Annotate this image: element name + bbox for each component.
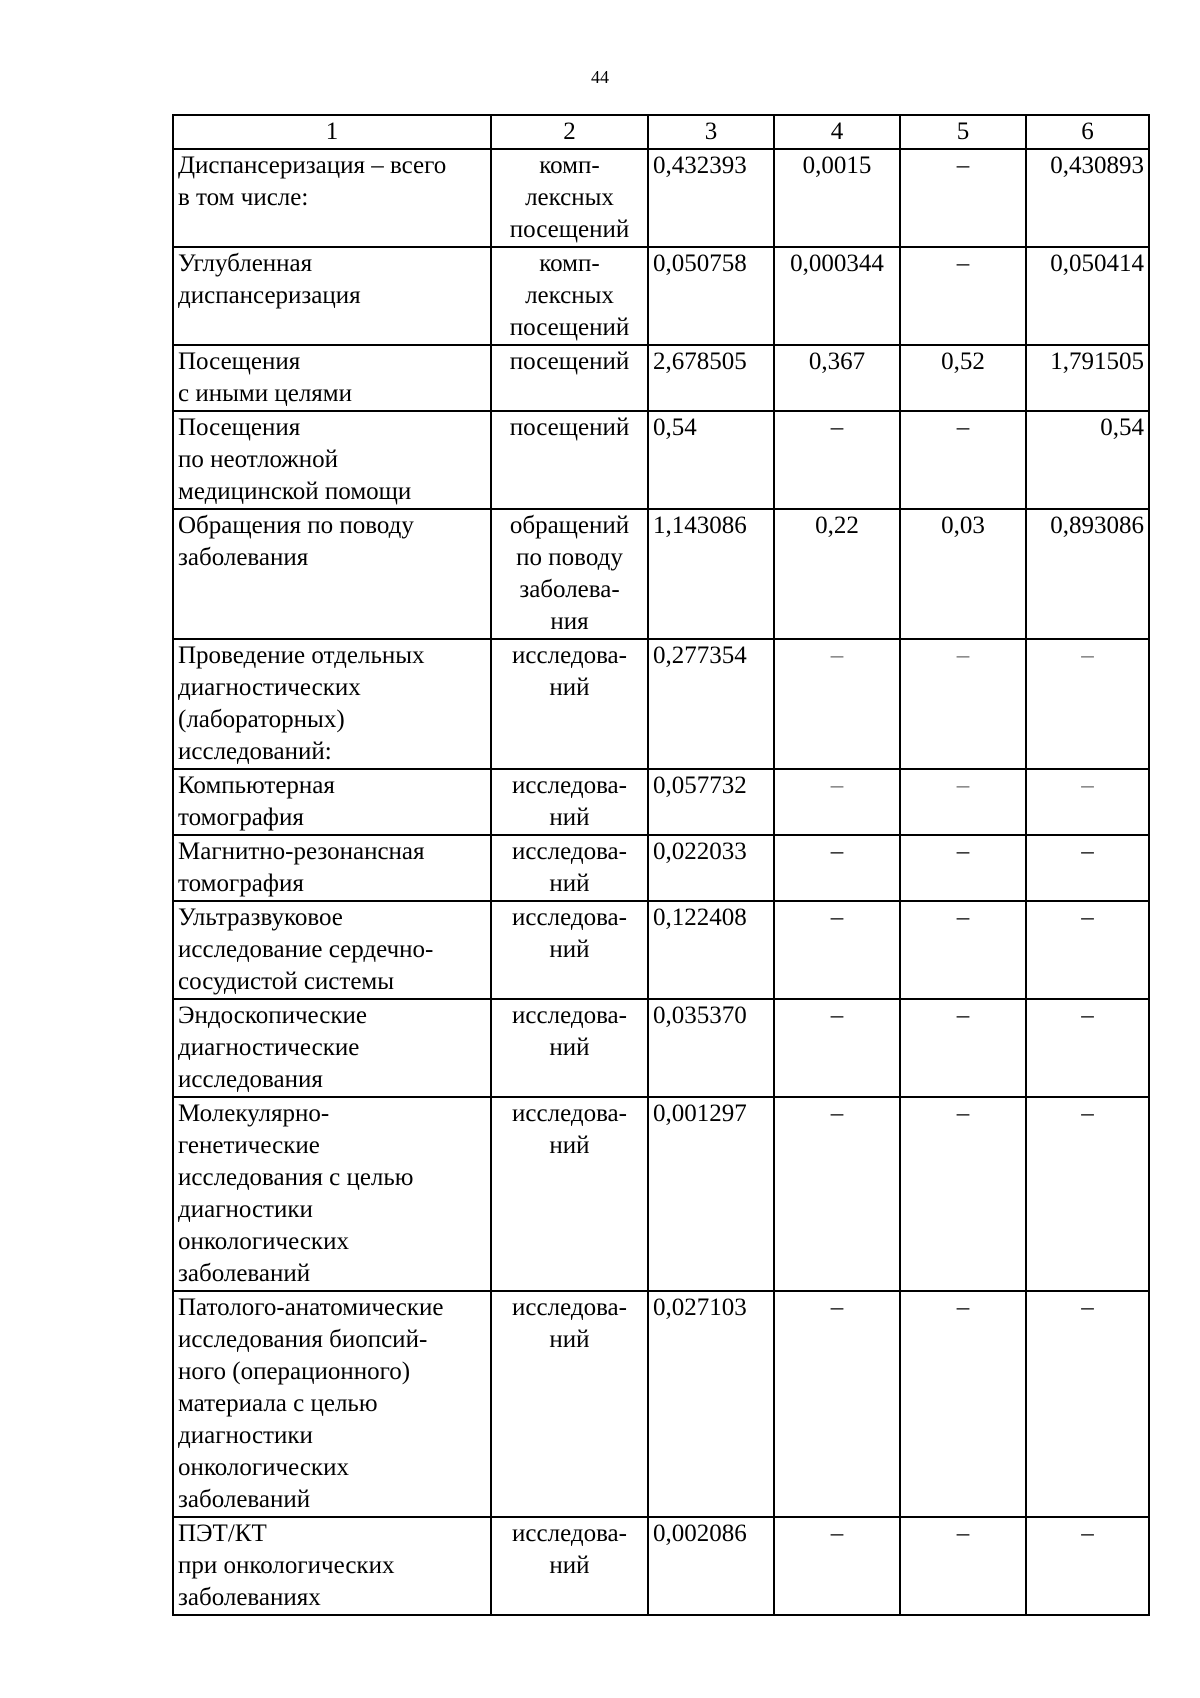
row-value-col6: 1,791505 xyxy=(1026,345,1149,411)
row-value-col6: – xyxy=(1026,999,1149,1097)
row-value-col5: – xyxy=(900,835,1026,901)
row-value-col6: – xyxy=(1026,1097,1149,1291)
row-value-col5: 0,52 xyxy=(900,345,1026,411)
row-unit-cell: исследова- ний xyxy=(491,639,648,769)
row-value-col4: 0,367 xyxy=(774,345,900,411)
row-name-cell: Диспансеризация – всего в том числе: xyxy=(173,149,491,247)
row-value-col3: 0,050758 xyxy=(648,247,774,345)
row-unit-cell: посещений xyxy=(491,411,648,509)
column-header: 3 xyxy=(648,115,774,149)
row-value-col5: 0,03 xyxy=(900,509,1026,639)
row-unit-cell: посещений xyxy=(491,345,648,411)
row-unit-cell: исследова- ний xyxy=(491,1517,648,1615)
row-unit-cell: исследова- ний xyxy=(491,835,648,901)
column-header: 5 xyxy=(900,115,1026,149)
row-value-col4: – xyxy=(774,1097,900,1291)
table-row xyxy=(173,1517,1149,1615)
row-value-col6: – xyxy=(1026,1291,1149,1517)
row-value-col3: 2,678505 xyxy=(648,345,774,411)
row-name-cell: Посещения с иными целями xyxy=(173,345,491,411)
table-row xyxy=(173,149,1149,247)
row-value-col3: 0,027103 xyxy=(648,1291,774,1517)
column-header: 2 xyxy=(491,115,648,149)
row-value-col3: 0,001297 xyxy=(648,1097,774,1291)
row-name-cell: Обращения по поводу заболевания xyxy=(173,509,491,639)
table-row xyxy=(173,509,1149,639)
row-unit-cell: исследова- ний xyxy=(491,1097,648,1291)
row-value-col5: – xyxy=(900,1517,1026,1615)
row-value-col4: – xyxy=(774,999,900,1097)
row-name-cell: Компьютерная томография xyxy=(173,769,491,835)
row-name-cell: Эндоскопические диагностические исследования xyxy=(173,999,491,1097)
table-row xyxy=(173,1097,1149,1291)
column-header: 6 xyxy=(1026,115,1149,149)
row-unit-cell: исследова- ний xyxy=(491,901,648,999)
row-value-col3: 0,035370 xyxy=(648,999,774,1097)
row-name-cell: Проведение отдельных диагностических (лабораторных) исследований: xyxy=(173,639,491,769)
row-unit-cell: комп- лексных посещений xyxy=(491,149,648,247)
row-value-col3: 1,143086 xyxy=(648,509,774,639)
row-value-col3: 0,277354 xyxy=(648,639,774,769)
row-unit-cell: исследова- ний xyxy=(491,1291,648,1517)
table-row xyxy=(173,345,1149,411)
row-unit-cell: комп- лексных посещений xyxy=(491,247,648,345)
row-value-col5: – xyxy=(900,1097,1026,1291)
row-value-col3: 0,057732 xyxy=(648,769,774,835)
row-value-col5: – xyxy=(900,999,1026,1097)
row-name-cell: Патолого-анатомические исследования биопсий- ного (операционного) материала с целью диагностики онкологических заболеваний xyxy=(173,1291,491,1517)
table-row xyxy=(173,1291,1149,1517)
row-value-col6: 0,430893 xyxy=(1026,149,1149,247)
table-row xyxy=(173,639,1149,769)
row-value-col4: – xyxy=(774,769,900,835)
row-name-cell: Посещения по неотложной медицинской помощи xyxy=(173,411,491,509)
row-name-cell: ПЭТ/КТ при онкологических заболеваниях xyxy=(173,1517,491,1615)
row-value-col5: – xyxy=(900,639,1026,769)
table-row xyxy=(173,411,1149,509)
row-value-col6: – xyxy=(1026,639,1149,769)
column-header: 1 xyxy=(173,115,491,149)
row-value-col5: – xyxy=(900,769,1026,835)
row-value-col6: 0,050414 xyxy=(1026,247,1149,345)
row-value-col4: – xyxy=(774,1517,900,1615)
row-value-col5: – xyxy=(900,149,1026,247)
row-value-col5: – xyxy=(900,901,1026,999)
row-value-col6: – xyxy=(1026,769,1149,835)
row-name-cell: Молекулярно- генетические исследования с целью диагностики онкологических заболеваний xyxy=(173,1097,491,1291)
row-value-col3: 0,002086 xyxy=(648,1517,774,1615)
data-table xyxy=(172,114,1150,1616)
row-name-cell: Углубленная диспансеризация xyxy=(173,247,491,345)
page-number: 44 xyxy=(591,67,609,87)
row-value-col6: – xyxy=(1026,901,1149,999)
table-header-row xyxy=(173,115,1149,149)
row-name-cell: Ультразвуковое исследование сердечно- сосудистой системы xyxy=(173,901,491,999)
row-value-col6: 0,893086 xyxy=(1026,509,1149,639)
row-value-col4: – xyxy=(774,639,900,769)
row-value-col3: 0,122408 xyxy=(648,901,774,999)
row-value-col4: – xyxy=(774,411,900,509)
row-value-col4: – xyxy=(774,835,900,901)
row-value-col3: 0,022033 xyxy=(648,835,774,901)
column-header: 4 xyxy=(774,115,900,149)
row-value-col4: – xyxy=(774,901,900,999)
row-value-col6: 0,54 xyxy=(1026,411,1149,509)
row-value-col5: – xyxy=(900,411,1026,509)
table-row xyxy=(173,247,1149,345)
row-name-cell: Магнитно-резонансная томография xyxy=(173,835,491,901)
table-row xyxy=(173,901,1149,999)
table-row xyxy=(173,999,1149,1097)
row-value-col4: 0,000344 xyxy=(774,247,900,345)
row-value-col6: – xyxy=(1026,1517,1149,1615)
row-value-col4: – xyxy=(774,1291,900,1517)
row-value-col5: – xyxy=(900,247,1026,345)
row-value-col6: – xyxy=(1026,835,1149,901)
row-value-col3: 0,54 xyxy=(648,411,774,509)
row-unit-cell: исследова- ний xyxy=(491,769,648,835)
table-row xyxy=(173,769,1149,835)
row-value-col4: 0,0015 xyxy=(774,149,900,247)
row-value-col5: – xyxy=(900,1291,1026,1517)
table-row xyxy=(173,835,1149,901)
row-value-col3: 0,432393 xyxy=(648,149,774,247)
row-unit-cell: исследова- ний xyxy=(491,999,648,1097)
row-unit-cell: обращений по поводу заболева- ния xyxy=(491,509,648,639)
row-value-col4: 0,22 xyxy=(774,509,900,639)
